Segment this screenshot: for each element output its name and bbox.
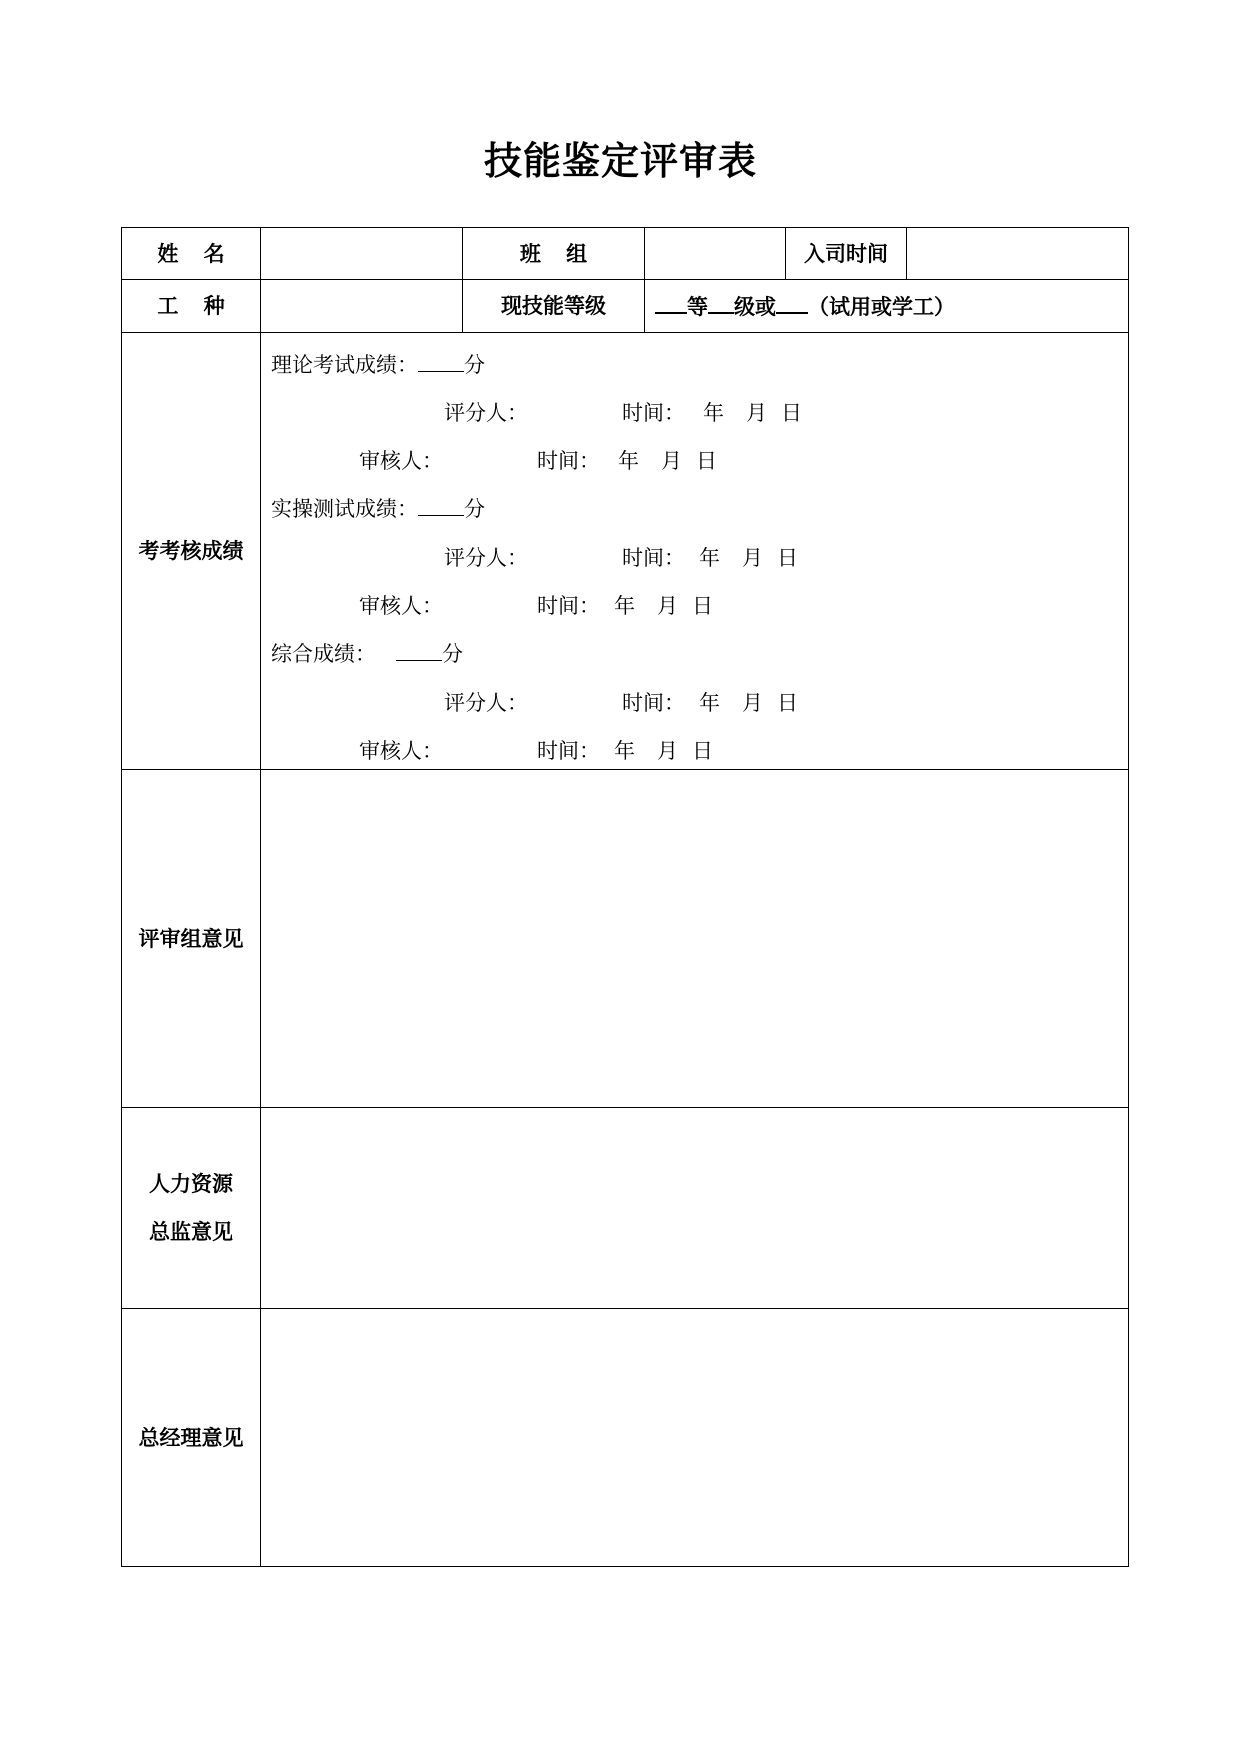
job-field[interactable] [261,280,463,333]
current-level-field[interactable] [645,280,1129,333]
name-label: 姓 名 [122,228,261,280]
row-name [122,228,1129,280]
job-label: 工 种 [122,280,261,333]
assessment-label: 考考核成绩 [122,333,261,770]
row-general-manager [122,1309,1129,1567]
review-group-opinion-field[interactable] [261,770,1129,1108]
team-label: 班 组 [463,228,645,280]
row-review-group [122,770,1129,1108]
overall-scorer-line: 评分人： 时间： 年 月 日 [444,691,798,715]
practical-reviewer-line: 审核人： 时间： 年 月 日 [359,594,713,618]
general-manager-label: 总经理意见 [122,1309,261,1567]
grade-part-ji-huo: 级或 [734,295,776,319]
hr-director-opinion-field[interactable] [261,1108,1129,1309]
join-time-field[interactable] [907,228,1129,280]
join-time-label: 入司时间 [786,228,907,280]
current-level-label: 现技能等级 [463,280,645,333]
overall-reviewer-line: 审核人： 时间： 年 月 日 [359,739,713,763]
general-manager-opinion-field[interactable] [261,1309,1129,1567]
practical-scorer-line: 评分人： 时间： 年 月 日 [444,546,798,570]
row-hr-director [122,1108,1129,1309]
practical-score-blank[interactable] [418,497,464,516]
row-job [122,280,1129,333]
theory-score-blank[interactable] [418,353,464,372]
theory-scorer-line: 评分人： 时间： 年 月 日 [444,401,802,425]
theory-reviewer-line: 审核人： 时间： 年 月 日 [359,449,717,473]
grade-part-trial: （试用或学工） [808,295,955,319]
theory-score-line: 理论考试成绩： 分 [271,353,485,377]
practical-score-line: 实操测试成绩： 分 [271,497,485,521]
name-field[interactable] [261,228,463,280]
assessment-scores [261,333,1129,770]
page-title: 技能鉴定评审表 [483,138,757,183]
overall-score-blank[interactable] [396,642,442,661]
overall-score-line: 综合成绩： 分 [271,642,463,666]
grade-part-deng: 等 [687,295,708,319]
hr-director-label: 人力资源 总监意见 [122,1108,261,1309]
row-assessment [122,333,1129,770]
review-group-label: 评审组意见 [122,770,261,1108]
team-field[interactable] [645,228,786,280]
appraisal-form [121,227,1129,1567]
